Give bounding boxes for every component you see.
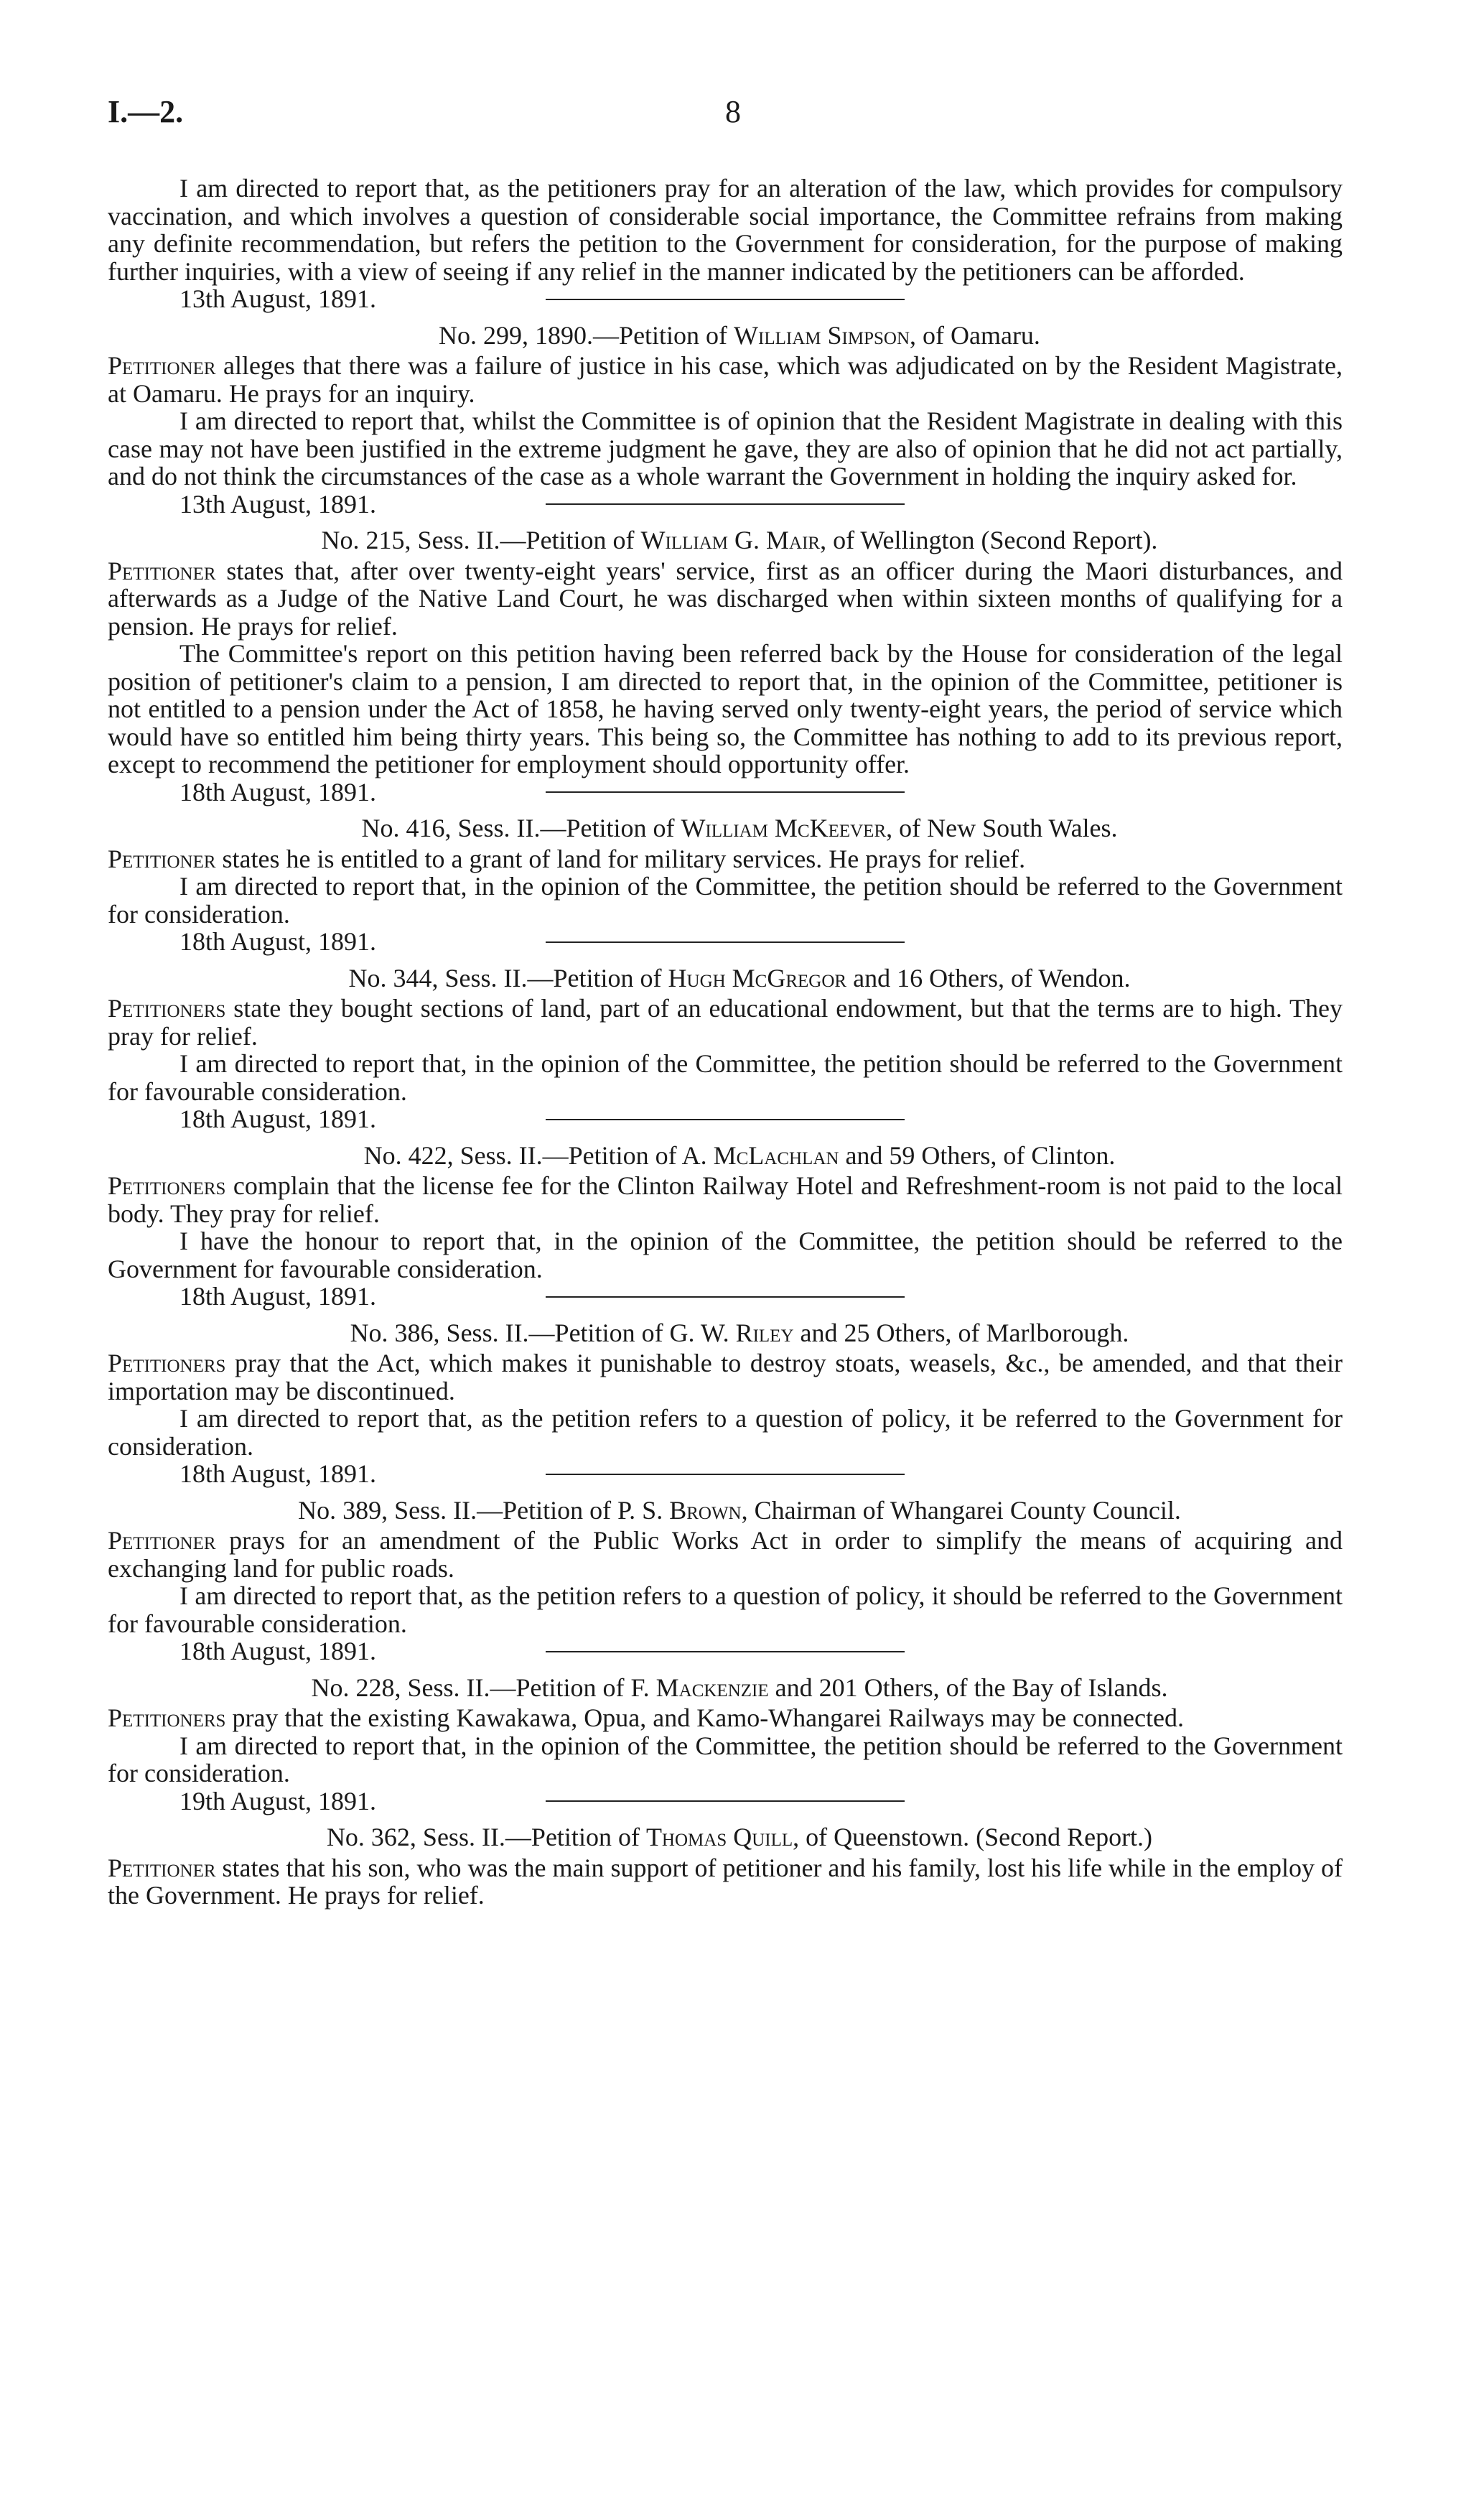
petitioner-name: William G. Mair — [640, 526, 821, 554]
petition-summary: Petitioners pray that the Act, which makes it punishable to destroy stoats, weasels, &c., be amended, and that their importation may be discontinued. — [108, 1349, 1343, 1405]
petition-heading: No. 362, Sess. II.—Petition of Thomas Quill, of Queenstown. (Second Report.) — [326, 1823, 1153, 1851]
petition-summary: Petitioners pray that the existing Kawakawa, Opua, and Kamo-Whangarei Railways may be connected. — [108, 1703, 1184, 1732]
petition-section — [108, 1823, 1343, 1910]
committee-report: I have the honour to report that, in the opinion of the Committee, the petition should be referred to the Government for favourable consideration. — [108, 1227, 1343, 1283]
committee-report: I am directed to report that, in the opinion of the Committee, the petition should be referred to the Government for favourable consideration. — [108, 1049, 1343, 1106]
petition-summary: Petitioner states that his son, who was the main support of petitioner and his family, lost his life while in the employ of the Government. He prays for relief. — [108, 1853, 1343, 1910]
page-number: 8 — [725, 94, 741, 129]
intro-date: 13th August, 1891. — [179, 284, 377, 313]
petitioner-name: Riley — [735, 1318, 794, 1347]
petition-heading: No. 228, Sess. II.—Petition of F. Mackenzie and 201 Others, of the Bay of Islands. — [311, 1673, 1168, 1702]
petition-section — [108, 1318, 1343, 1488]
section-divider — [546, 503, 905, 505]
committee-report: I am directed to report that, whilst the Committee is of opinion that the Resident Magistrate in dealing with this case may not have been justified in the extreme judgment he gave, they are also of opinion that he did not act partially, and do not think the circumstances of the case as a whole warrant the Government in holding the inquiry asked for. — [108, 406, 1343, 490]
petition-summary: Petitioner alleges that there was a failure of justice in his case, which was adjudicated on by the Resident Magistrate, at Oamaru. He prays for an inquiry. — [108, 351, 1343, 408]
petitioner-name: William McKeever — [681, 814, 887, 842]
section-divider — [546, 299, 905, 300]
report-date: 13th August, 1891. — [179, 489, 377, 518]
report-date: 18th August, 1891. — [179, 1459, 377, 1488]
petition-summary: Petitioners complain that the license fee for the Clinton Railway Hotel and Refreshment-room is not paid to the local body. They pray for relief. — [108, 1171, 1343, 1228]
section-divider — [546, 1800, 905, 1802]
petition-section — [108, 320, 1343, 518]
petitioner-name: William Simpson — [734, 320, 910, 350]
petition-heading: No. 299, 1890.—Petition of William Simpson, of Oamaru. — [439, 320, 1040, 350]
petition-section — [108, 526, 1343, 806]
report-date: 18th August, 1891. — [179, 1282, 377, 1311]
petition-heading: No. 386, Sess. II.—Petition of G. W. Riley and 25 Others, of Marlborough. — [350, 1318, 1129, 1347]
petitioner-name: Mackenzie — [655, 1673, 769, 1702]
section-divider — [546, 1651, 905, 1652]
committee-report: I am directed to report that, as the petition refers to a question of policy, it be referred to the Government for consideration. — [108, 1404, 1343, 1461]
document-body — [108, 175, 1343, 1910]
petition-heading: No. 344, Sess. II.—Petition of Hugh McGregor and 16 Others, of Wendon. — [348, 963, 1131, 992]
petition-section — [108, 1673, 1343, 1815]
petition-heading: No. 416, Sess. II.—Petition of William McKeever, of New South Wales. — [361, 814, 1118, 842]
petition-summary: Petitioner prays for an amendment of the Public Works Act in order to simplify the means of acquiring and exchanging land for public roads. — [108, 1526, 1343, 1583]
petition-section — [108, 1140, 1343, 1311]
petition-heading: No. 215, Sess. II.—Petition of William G. Mair, of Wellington (Second Report). — [321, 526, 1158, 554]
section-divider — [546, 1119, 905, 1120]
petitioner-name: Thomas Quill — [645, 1823, 793, 1851]
petition-summary: Petitioner states he is entitled to a grant of land for military services. He prays for relief. — [108, 844, 1026, 873]
petition-section — [108, 963, 1343, 1133]
petition-section — [108, 814, 1343, 956]
document-reference: I.—2. — [108, 94, 184, 129]
report-date: 18th August, 1891. — [179, 1104, 377, 1133]
petition-heading: No. 422, Sess. II.—Petition of A. McLachlan and 59 Others, of Clinton. — [363, 1140, 1116, 1170]
committee-report: I am directed to report that, in the opinion of the Committee, the petition should be referred to the Government for consideration. — [108, 1731, 1343, 1787]
petition-heading: No. 389, Sess. II.—Petition of P. S. Brown, Chairman of Whangarei County Council. — [298, 1495, 1181, 1525]
petition-summary: Petitioner states that, after over twenty-eight years' service, first as an officer during the Maori disturbances, and afterwards as a Judge of the Native Land Court, he was discharged when within sixteen months of qualifying for a pension. He prays for relief. — [108, 556, 1343, 641]
petitioner-name: McLachlan — [713, 1140, 839, 1170]
report-date: 19th August, 1891. — [179, 1786, 377, 1815]
page-header — [108, 93, 1357, 136]
petitioner-name: Hugh McGregor — [668, 963, 847, 992]
report-date: 18th August, 1891. — [179, 1637, 377, 1665]
report-date: 18th August, 1891. — [179, 777, 377, 806]
section-divider — [546, 1474, 905, 1475]
section-divider — [546, 1296, 905, 1298]
report-date: 18th August, 1891. — [179, 927, 377, 956]
intro-paragraph: I am directed to report that, as the petitioners pray for an alteration of the law, which provides for compulsory vaccination, and which involves a question of considerable social importance, the Committee refrains from making any definite recommendation, but refers the petition to the Government for consideration, for the purpose of making further inquiries, with a view of seeing if any relief in the manner indicated by the petitioners can be afforded. — [108, 174, 1343, 286]
petitioner-name: Brown — [669, 1495, 742, 1525]
committee-report: The Committee's report on this petition having been referred back by the House for consideration of the legal position of petitioner's claim to a pension, I am directed to report that, in the opinion of the Committee, petitioner is not entitled to a pension under the Act of 1858, he having served only twenty-eight years, the period of service which would have so entitled him being thirty years. This being so, the Committee has nothing to add to its previous report, except to recommend the petitioner for employment should opportunity offer. — [108, 639, 1343, 778]
committee-report: I am directed to report that, as the petition refers to a question of policy, it should be referred to the Government for favourable consideration. — [108, 1581, 1343, 1638]
intro-section — [108, 174, 1343, 313]
section-divider — [546, 791, 905, 793]
committee-report: I am directed to report that, in the opinion of the Committee, the petition should be referred to the Government for consideration. — [108, 872, 1343, 929]
petition-section — [108, 1495, 1343, 1665]
petition-summary: Petitioners state they bought sections of land, part of an educational endowment, but that the terms are to high. They pray for relief. — [108, 994, 1343, 1051]
section-divider — [546, 941, 905, 943]
